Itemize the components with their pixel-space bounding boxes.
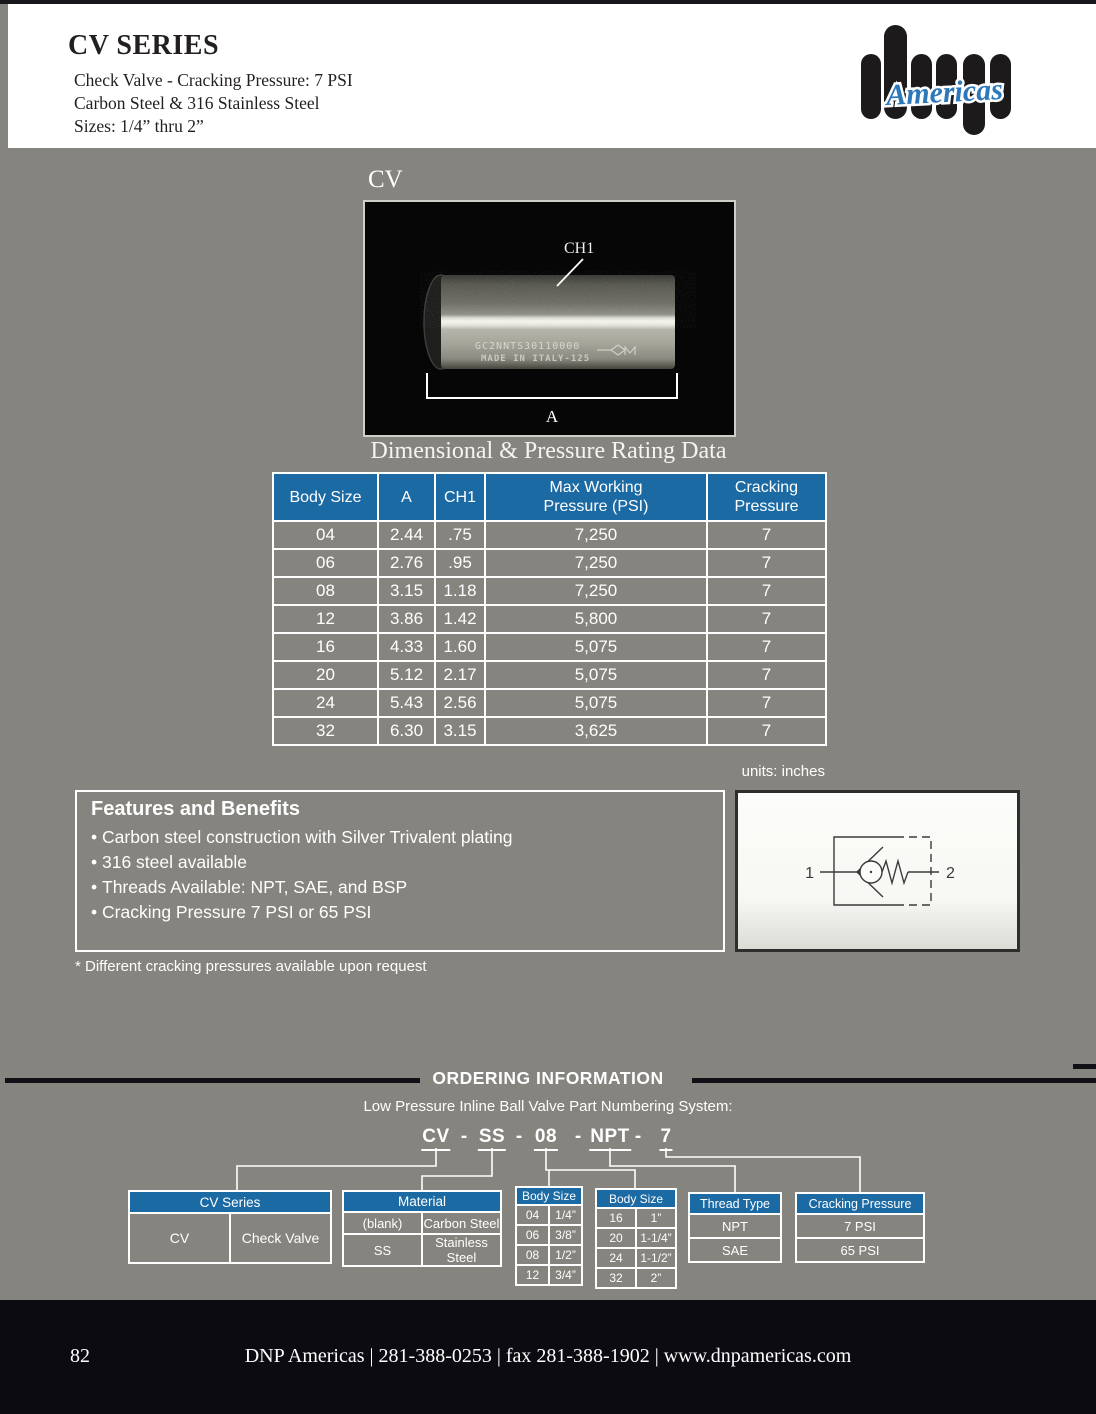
table-row: 08 3.15 1.18 7,250 7 [273,577,826,605]
table-row: 04 1/4” [516,1205,582,1225]
table-row: (blank) Carbon Steel [343,1212,501,1234]
part-number-separator: - [515,1126,523,1147]
part-number-segment-cracking: 7 [659,1126,672,1151]
page-number: 82 [70,1345,90,1367]
features-list [91,825,531,924]
header-text-block [68,30,353,138]
table-row: 12 3.86 1.42 5,800 7 [273,605,826,633]
valve-etch-line1: GC2NNTS30110000 [475,341,581,352]
check-valve-photo [365,202,734,435]
units-note: units: inches [741,763,825,780]
schematic-box [735,790,1020,952]
ordering-table-cracking-pressure: Cracking Pressure 7 PSI 65 PSI [795,1192,925,1263]
part-number-segment-series: CV [421,1126,450,1151]
table-row: 16 1” [596,1208,676,1228]
logo-americas-text: Americas [885,72,1004,113]
col-ch1: CH1 [435,473,485,521]
product-photo [363,200,736,437]
table-row: SS Stainless Steel [343,1234,501,1266]
feature-item: • Carbon steel construction with Silver Trivalent plating [91,825,531,849]
table-row: 7 PSI [796,1214,924,1238]
table-row: 24 1-1/2” [596,1248,676,1268]
col-body-size: Body Size [273,473,378,521]
table-row: 16 4.33 1.60 5,075 7 [273,633,826,661]
dim-table-title: Dimensional & Pressure Rating Data [370,438,727,464]
table-row: CV Check Valve [129,1213,331,1263]
page-title: CV SERIES [68,30,220,61]
valve-texture [443,276,673,323]
spring-symbol [882,861,908,883]
features-title: Features and Benefits [91,798,300,820]
header-subtitle-1: Check Valve - Cracking Pressure: 7 PSI [74,70,353,90]
table-row: 24 5.43 2.56 5,075 7 [273,689,826,717]
page-footer [0,1300,1096,1414]
photo-label: CV [368,166,403,193]
port1-label: 1 [805,865,814,882]
dnp-logo [845,12,1025,144]
table-row: 04 2.44 .75 7,250 7 [273,521,826,549]
col-max-working-pressure: Max Working Pressure (PSI) [485,473,707,521]
table-row: 65 PSI [796,1238,924,1262]
ordering-table-material: Material (blank) Carbon Steel SS Stainless Steel [342,1190,502,1267]
port2-label: 2 [946,865,955,882]
page-header [8,4,1096,148]
table-row: 20 1-1/4” [596,1228,676,1248]
features-box [75,790,725,952]
feature-item: • Threads Available: NPT, SAE, and BSP [91,875,531,899]
dimension-a-label: A [545,407,559,426]
dimensional-pressure-table [272,472,827,746]
ordering-table-body-size-b: Body Size 16 1” 20 1-1/4” 24 1-1/2” 32 2” [595,1188,677,1289]
table-row: 06 3/8” [516,1225,582,1245]
header-subtitle-3: Sizes: 1/4” thru 2” [74,116,204,136]
valve-ball-dot [870,871,872,873]
ordering-subheading: Low Pressure Inline Ball Valve Part Numbering System: [363,1098,733,1115]
part-number-segment-thread: NPT [589,1126,631,1151]
cracking-pressure-footnote: * Different cracking pressures available upon request [75,958,427,975]
table-row: SAE [689,1238,781,1262]
ordering-table-body-size-a: Body Size 04 1/4” 06 3/8” 08 1/2” 12 3/4” [515,1186,583,1286]
check-valve-symbol [738,793,1017,949]
header-subtitle-2: Carbon Steel & 316 Stainless Steel [74,93,320,113]
table-row: 32 2” [596,1268,676,1288]
part-number-segment-size: 08 [534,1126,558,1151]
part-number-separator: - [634,1126,642,1147]
col-cracking-pressure: Cracking Pressure [707,473,826,521]
part-number-separator: - [574,1126,582,1147]
feature-item: • 316 steel available [91,850,531,874]
footer-contact-text: DNP Americas | 281-388-0253 | fax 281-388-1902 | www.dnpamericas.com [244,1345,852,1367]
table-row: 12 3/4” [516,1265,582,1285]
table-row: 20 5.12 2.17 5,075 7 [273,661,826,689]
ordering-table-thread-type: Thread Type NPT SAE [688,1192,782,1263]
ordering-table-cv-series: CV Series CV Check Valve [128,1190,332,1264]
table-header-row [273,473,826,521]
ordering-heading: ORDERING INFORMATION [432,1068,664,1088]
table-row: NPT [689,1214,781,1238]
valve-etch-line2: MADE IN ITALY-125 [481,354,591,364]
part-number-separator: - [460,1126,468,1147]
col-a: A [378,473,435,521]
table-row: 06 2.76 .95 7,250 7 [273,549,826,577]
table-row: 08 1/2” [516,1245,582,1265]
table-row: 32 6.30 3.15 3,625 7 [273,717,826,745]
feature-item: • Cracking Pressure 7 PSI or 65 PSI [91,900,531,924]
callout-ch1-label: CH1 [564,240,595,257]
part-number-segment-material: SS [478,1126,506,1151]
